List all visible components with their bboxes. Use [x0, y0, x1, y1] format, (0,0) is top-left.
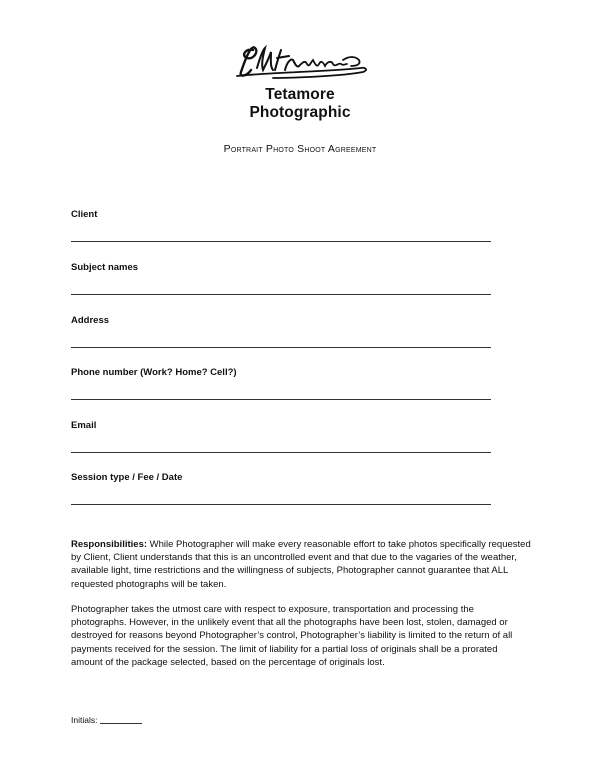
initials-line[interactable]	[100, 723, 142, 724]
signature-logo-icon	[233, 42, 373, 82]
subject-names-label: Subject names	[71, 262, 139, 273]
company-name: Tetamore Photographic	[249, 86, 351, 121]
client-label: Client	[71, 209, 98, 220]
session-label: Session type / Fee / Date	[71, 472, 183, 483]
responsibilities-text: While Photographer will make every reasonable effort to take photos specifically requested by Client, Client understands that this is an uncontrolled event and that due to the vagaries of the weather, available light, time restrictions and the willingness of subjects, Photographer cannot guarantee that ALL requested photographs will be taken.	[71, 539, 531, 590]
initials-label: Initials:	[71, 715, 98, 725]
phone-label: Phone number (Work? Home? Cell?)	[71, 367, 237, 378]
document-title: Portrait Photo Shoot Agreement	[223, 143, 377, 155]
client-line[interactable]	[71, 241, 491, 242]
responsibilities-paragraph	[71, 538, 531, 591]
liability-paragraph: Photographer takes the utmost care with respect to exposure, transportation and processing the photographs. However, in the unlikely event that all the photographs have been lost, stolen, damaged or destroyed for reasons beyond Photographer’s control, Photographer’s liability is limited to the return of all payments received for the session. The limit of liability for a partial loss of originals shall be a prorated amount of the package selected, based on the percentage of originals lost.	[71, 604, 513, 668]
address-line[interactable]	[71, 347, 491, 348]
phone-line[interactable]	[71, 399, 491, 400]
session-line[interactable]	[71, 504, 491, 505]
email-label: Email	[71, 420, 97, 431]
company-logo	[215, 42, 385, 121]
responsibilities-heading: Responsibilities:	[71, 539, 148, 550]
address-label: Address	[71, 315, 110, 326]
initials-field[interactable]	[71, 715, 142, 725]
email-line[interactable]	[71, 452, 491, 453]
subject-names-line[interactable]	[71, 294, 491, 295]
